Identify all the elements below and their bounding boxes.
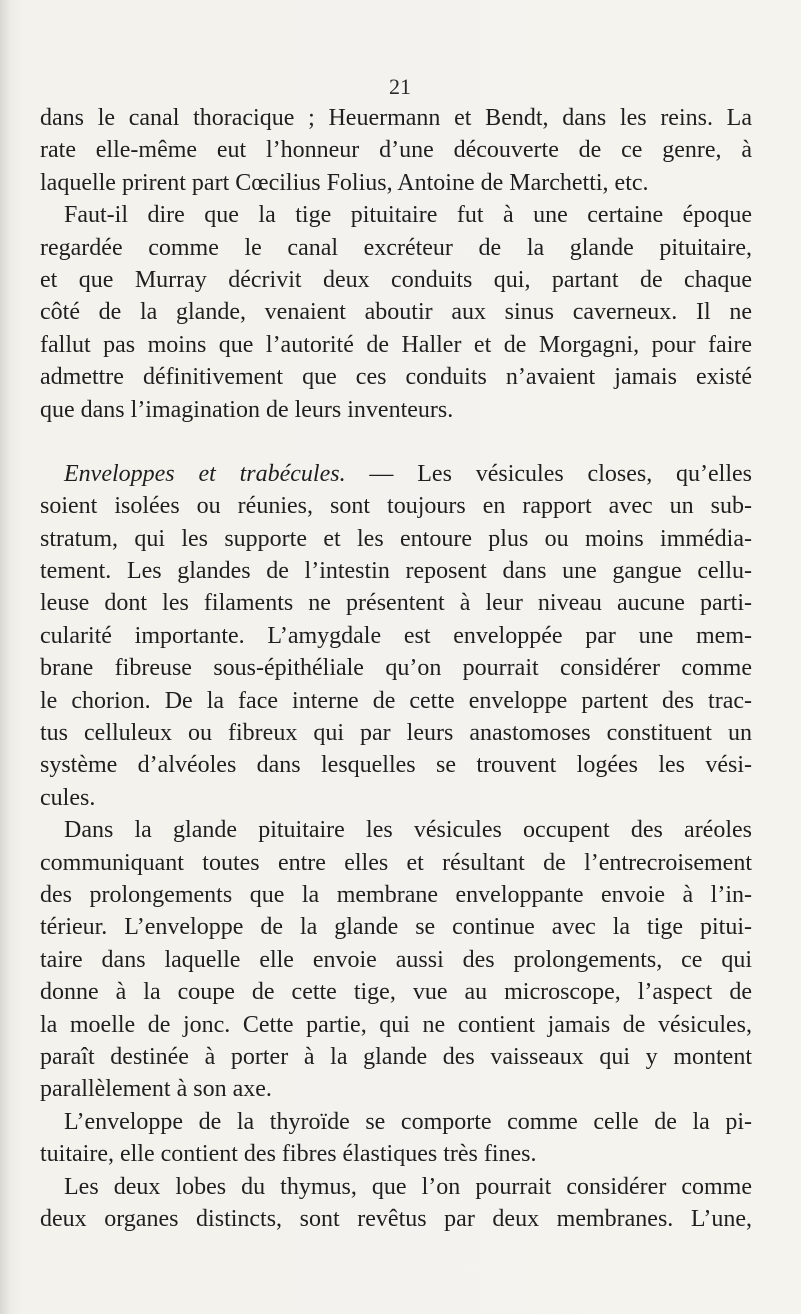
text-line — [40, 458, 752, 490]
text-line: donne à la coupe de cette tige, vue au microscope, l’aspect de — [40, 979, 752, 1006]
paragraph — [40, 814, 752, 1106]
text-line: que dans l’imagination de leurs inventeurs. — [40, 396, 454, 423]
text-line: la moelle de jonc. Cette partie, qui ne contient jamais de vésicules, — [40, 1011, 752, 1038]
text-line: système d’alvéoles dans lesquelles se trouvent logées les vési- — [40, 752, 752, 779]
text-line: parallèlement à son axe. — [40, 1076, 272, 1103]
paragraph — [40, 1106, 752, 1171]
text-line: cules. — [40, 784, 96, 811]
text-line: tement. Les glandes de l’intestin reposent dans une gangue cellu- — [40, 558, 752, 585]
text-line: admettre définitivement que ces conduits n’avaient jamais existé — [40, 364, 752, 391]
text-line: rate elle-même eut l’honneur d’une découverte de ce genre, à — [40, 137, 752, 164]
text-line: fallut pas moins que l’autorité de Haller et de Morgagni, pour faire — [40, 331, 752, 358]
text-line: taire dans laquelle elle envoie aussi des prolongements, ce qui — [40, 946, 752, 973]
text-line: regardée comme le canal excréteur de la glande pituitaire, — [40, 234, 752, 261]
text-line: dans le canal thoracique ; Heuermann et Bendt, dans les reins. La — [40, 105, 752, 131]
paragraph — [40, 1171, 752, 1236]
text-line: paraît destinée à porter à la glande des vaisseaux qui y montent — [40, 1043, 752, 1070]
paragraph — [40, 458, 752, 814]
text-line: L’enveloppe de la thyroïde se comporte comme celle de la pi- — [64, 1108, 752, 1135]
paragraph — [40, 199, 752, 426]
text-line: cularité importante. L’amygdale est enveloppée par une mem- — [40, 622, 752, 649]
text-line: térieur. L’enveloppe de la glande se continue avec la tige pitui- — [40, 914, 752, 941]
text-line: côté de la glande, venaient aboutir aux sinus caverneux. Il ne — [40, 299, 752, 326]
text-line: leuse dont les filaments ne présentent à leur niveau aucune parti- — [40, 590, 752, 617]
text-line: le chorion. De la face interne de cette enveloppe partent des trac- — [40, 687, 752, 714]
paragraph — [40, 102, 752, 199]
text-line: Les deux lobes du thymus, que l’on pourrait considérer comme — [64, 1173, 752, 1200]
text-line: tus celluleux ou fibreux qui par leurs anastomoses constituent un — [40, 720, 752, 747]
text-line: communiquant toutes entre elles et résultant de l’entrecroisement — [40, 849, 752, 876]
text-line: stratum, qui les supporte et les entoure plus ou moins immédia- — [40, 525, 752, 552]
text-line: deux organes distincts, sont revêtus par deux membranes. L’une, — [40, 1205, 752, 1232]
text-line: et que Murray décrivit deux conduits qui, partant de chaque — [40, 266, 752, 293]
text-line: laquelle prirent part Cœcilius Folius, Antoine de Marchetti, etc. — [40, 169, 649, 196]
text-run: — Les vésicules closes, qu’elles — [345, 460, 753, 487]
text-line: Faut-il dire que la tige pituitaire fut à une certaine époque — [64, 202, 752, 229]
text-line: brane fibreuse sous-épithéliale qu’on pourrait considérer comme — [40, 655, 752, 682]
text-line: Dans la glande pituitaire les vésicules occupent des aréoles — [64, 817, 752, 844]
paragraph-gap — [40, 426, 752, 458]
section-heading: Enveloppes et trabécules. — [64, 460, 346, 487]
text-line: des prolongements que la membrane enveloppante envoie à l’in- — [40, 881, 752, 908]
text-line: soient isolées ou réunies, sont toujours en rapport avec un sub- — [40, 493, 752, 520]
body-text — [40, 102, 752, 1235]
text-line: tuitaire, elle contient des fibres élastiques très fines. — [40, 1141, 537, 1168]
page-number: 21 — [389, 74, 411, 99]
